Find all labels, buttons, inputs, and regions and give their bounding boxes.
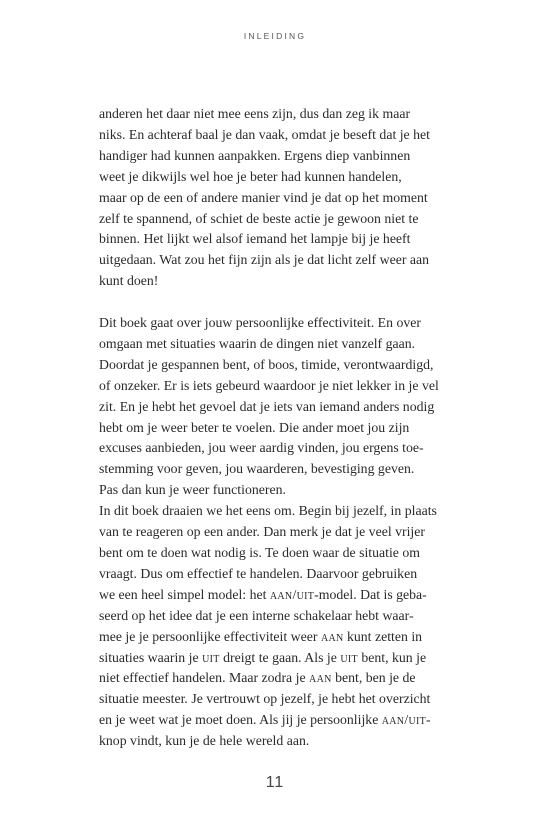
text-line: zelf te spannend, of schiet de beste actie je gewoon niet te [99,210,419,226]
text-line [99,627,471,648]
text-line: weet je dikwijls wel hoe je beter had kunnen handelen, [99,168,402,184]
text-run: en je weet wat je moet doen. Als jij je persoonlijke [99,712,382,728]
text-run: - [426,712,431,728]
text-line [99,668,471,689]
text-line: knop vindt, kun je de hele wereld aan. [99,733,310,749]
body-text [99,104,471,752]
paragraph-1 [99,104,471,292]
text-run: bent, kun je [357,649,427,665]
text-line [99,585,471,606]
text-line: maar op de een of andere manier vind je dat op het moment [99,189,428,205]
paragraph-gap [99,292,471,313]
text-line: Doordat je gespannen bent, of boos, timide, verontwaardigd, [99,356,434,372]
text-line: stemming voor geven, jou waarderen, bevestiging geven. [99,461,415,477]
text-run: bent, ben je de [331,670,416,686]
text-line: excuses aanbieden, jou weer aardig vinden, jou ergens toe- [99,440,424,456]
text-line [99,648,471,669]
text-line: seerd op het idee dat je een interne schakelaar hebt waar- [99,607,414,623]
text-line: bent om te doen wat nodig is. Te doen waar de situatie om [99,545,421,561]
small-caps-term: uit [202,649,220,665]
text-line: uitgedaan. Wat zou het fijn zijn als je dat licht zelf weer aan [99,252,430,268]
text-line: situatie meester. Je vertrouwt op jezelf, je hebt het overzicht [99,691,431,707]
text-run: dreigt te gaan. Als je [219,649,341,665]
text-run: niet effectief handelen. Maar zodra je [99,670,310,686]
small-caps-term: aan [320,628,344,644]
text-line: vraagt. Dus om effectief te handelen. Daarvoor gebruiken [99,565,418,581]
small-caps-term: aan [309,670,332,686]
text-line: binnen. Het lijkt wel alsof iemand het lampje bij je heeft [99,231,411,247]
text-line: hebt om je weer beter te voelen. Die ander moet jou zijn [99,419,410,435]
text-line: omgaan met situaties waarin de dingen niet vanzelf gaan. [99,335,416,351]
text-line: zit. En je hebt het gevoel dat je iets van iemand anders nodig [99,398,435,414]
text-run: -model. Dat is geba- [314,586,427,602]
paragraph-3 [99,501,471,752]
small-caps-term: aan/uit [269,586,315,602]
text-line: In dit boek draaien we het eens om. Begin bij jezelf, in plaats [99,503,437,519]
text-line: kunt doen! [99,273,159,289]
running-head: INLEIDING [243,31,307,41]
page-number: 11 [265,774,285,791]
paragraph-2 [99,313,471,501]
text-run: kunt zetten in [343,628,423,644]
text-line: niks. En achteraf baal je dan vaak, omdat je beseft dat je het [99,126,430,142]
small-caps-term: aan/uit [381,712,427,728]
text-line [99,710,471,731]
text-line: Dit boek gaat over jouw persoonlijke effectiviteit. En over [99,315,421,331]
small-caps-term: uit [340,649,358,665]
text-run: we een heel simpel model: het [99,586,270,602]
text-line: anderen het daar niet mee eens zijn, dus dan zeg ik maar [99,106,411,121]
text-line: van te reageren op een ander. Dan merk je dat je veel vrijer [99,524,425,540]
text-run: mee je je persoonlijke effectiviteit weer [99,628,321,644]
text-line: of onzeker. Er is iets gebeurd waardoor je niet lekker in je vel [99,377,439,393]
text-line: handiger had kunnen aanpakken. Ergens diep vanbinnen [99,147,411,163]
text-run: situaties waarin je [99,649,203,665]
text-line: Pas dan kun je weer functioneren. [99,482,286,498]
